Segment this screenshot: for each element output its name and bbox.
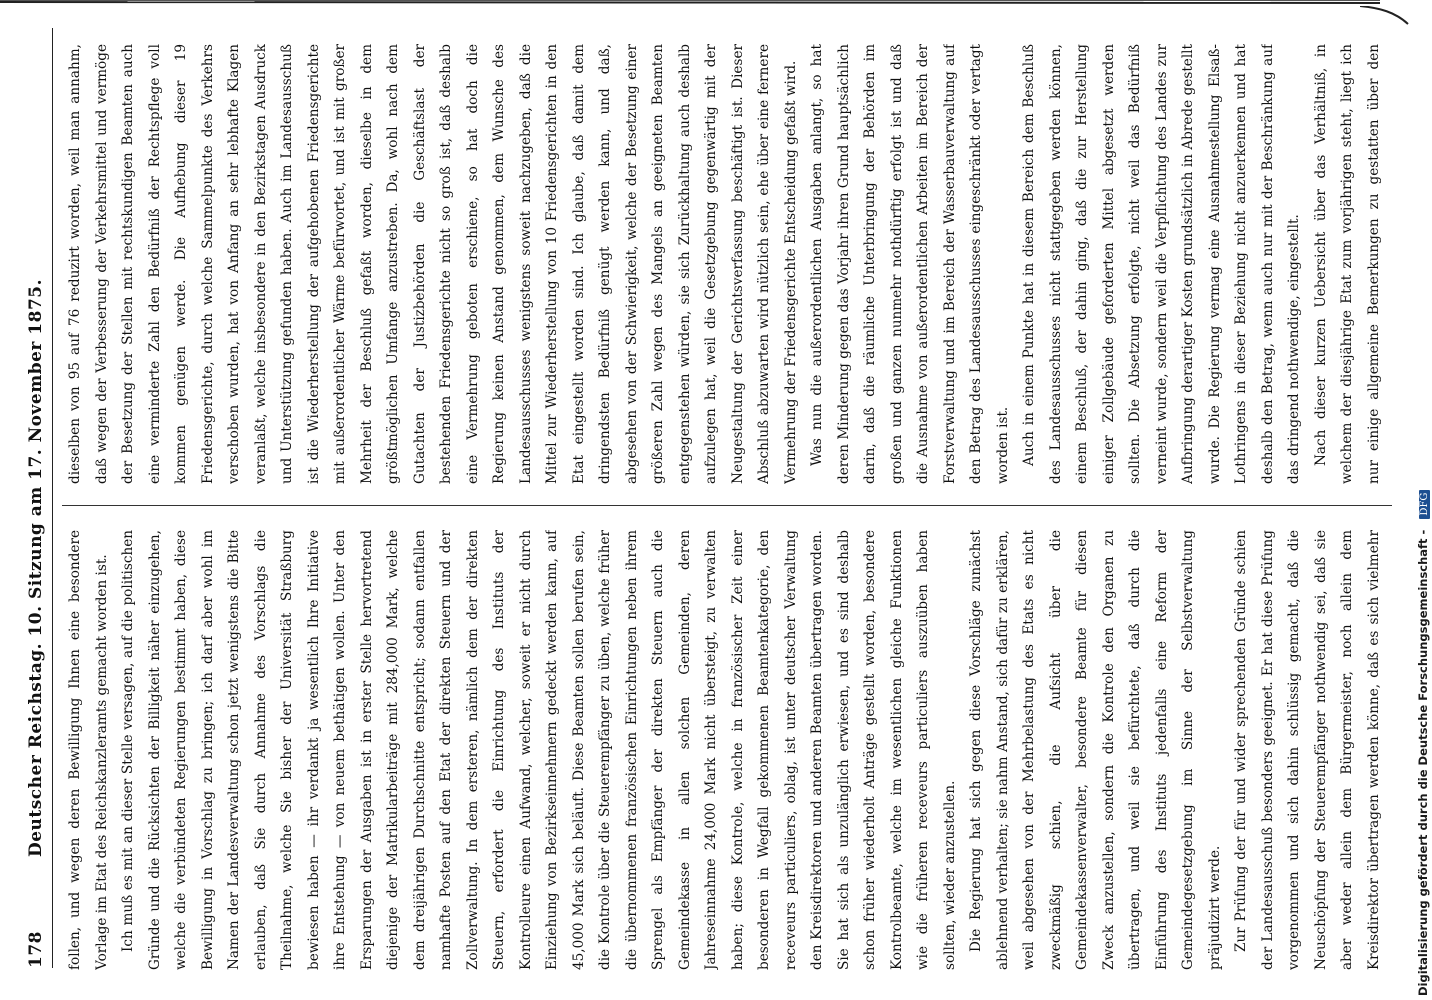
dfg-logo: DFG	[1419, 490, 1430, 519]
digitization-credit	[1412, 6, 1430, 996]
text-column-left	[62, 530, 1392, 970]
credit-text: Digitalisierung gefördert durch die Deutsche Forschungsgemeinschaft -	[1416, 529, 1430, 996]
paragraph: Die Regierung hat sich gegen diese Vorschläge zunächst ablehnend verhalten; sie nahm Anstand, sich dafür zu erklären, weil abgesehen von der Mehrbelastung des Etats es nicht zweckmäßig schien, die Aufsicht über die Gemeindekassenverwalter, besondere Beamte für diesen Zweck anzustellen, sondern die Kontrole den Organen zu übertragen, und weil sie befürchtete, daß durch die Einführung des Instituts jedenfalls eine Reform der Gemeindegesetzgebung im Sinne der Selbstverwaltung präjudizirt werde.	[968, 530, 1223, 970]
paragraph: Nach dieser kurzen Uebersicht über das Verhältniß, in welchem der diesjährige Etat zum vorjährigen steht, liegt ich nur einige allgemeine Bemerkungen zu gestatten über den	[1312, 44, 1382, 484]
text-column-right	[62, 44, 1392, 484]
page-number: 178	[26, 931, 46, 968]
column-separator	[62, 505, 1392, 506]
paragraph: dieselben von 95 auf 76 reduzirt worden, weil man annahm, daß wegen der Verbesserung der Verkehrsmittel und vermöge der Besetzung der Stellen mit rechtskundigen Beamten auch eine verminderte Zahl den Bedürfniß der Rechtspflege voll kommen genügen werde. Die Aufhebung dieser 19 Friedensgerichte, durch welche Sammelpunkte des Verkehrs verschoben wurden, hat von Anfang an sehr lebhafte Klagen veranlaßt, welche insbesondere in den Bezirkstagen Ausdruck und Unterstützung gefunden haben. Auch im Landesausschuß ist die Wiederherstellung der aufgehobenen Friedensgerichte mit außerordentlicher Wärme befürwortet, und ist mit großer Mehrheit der Beschluß gefaßt worden, dieselbe in dem größtmöglichen Umfange anzustreben. Da, wohl nach dem Gutachten der Justizbehörden die Geschäftslast der bestehenden Friedensgerichte nicht so groß ist, daß deshalb eine Vermehrung geboten erschiene, so hat doch die Regierung keinen Anstand genommen, dem Wunsche des Landesausschusses wenigstens soweit nachzugeben, daß die Mittel zur Wiederherstellung von 10 Friedensgerichten in den Etat eingestellt worden sind. Ich glaube, daß damit dem dringendsten Bedürfniß genügt werden kann, und daß, abgesehen von der Schwierigkeit, welche der Besetzung einer größeren Zahl wegen des Mangels an geeigneten Beamten entgegenstehen würden, sie sich Zurückhaltung auch deshalb aufzulegen hat, weil die Gesetzgebung gegenwärtig mit der Neugestaltung der Gerichtsverfassung beschäftigt ist. Dieser Abschluß abzuwarten wird nützlich sein, ehe über eine fernere Vermehrung der Friedensgerichte Entscheidung gefaßt wird.	[67, 44, 799, 484]
paragraph: Was nun die außerordentlichen Ausgaben anlangt, so hat deren Minderung gegen das Vorjahr ihren Grund hauptsächlich darin, daß die räumliche Unterbringung der Behörden im großen und ganzen nunmehr nothdürftig erfolgt ist und daß die Ausnahme von außerordentlichen Arbeiten im Bereich der Forstverwaltung und im Bereich der Wasserbauverwaltung auf den Betrag des Landesausschusses eingeschränkt oder vertagt worden ist.	[809, 44, 1011, 484]
paragraph: Zur Prüfung der für und wider sprechenden Gründe schien der Landesausschuß besonders geeignet. Er hat diese Prüfung vorgenommen und sich dahin schlüssig gemacht, daß die Neuschöpfung der Steuerempfänger nothwendig sei, daß sie aber weder allein dem Bürgermeister, noch allein dem Kreisdirektor übertragen werden könne, daß es sich vielmehr	[1233, 530, 1382, 970]
page-edge	[0, 0, 1380, 18]
header-rule	[52, 28, 53, 968]
paragraph: follen, und wegen deren Bewilligung Ihnen eine besondere Vorlage im Etat des Reichskanzleramts gemacht worden ist.	[67, 530, 110, 970]
paragraph: Auch in einem Punkte hat in diesem Bereich dem Beschluß des Landesausschusses nicht stattgegeben werden können, einem Beschluß, der dahin ging, daß die zur Herstellung einiger Zollgebäude geforderten Mittel abgesetzt werden sollten. Die Absetzung erfolgte, nicht weil das Bedürfniß verneint wurde, sondern weil die Verpflichtung des Landes zur Aufbringung derartiger Kosten grundsätzlich in Abrede gestellt wurde. Die Regierung vermag eine Ausnahmestellung Elsaß-Lothringens in dieser Beziehung nicht anzuerkennen und hat deshalb den Betrag, wenn auch nur mit der Beschränkung auf das dringend nothwendige, eingestellt.	[1021, 44, 1302, 484]
page-curl	[1360, 6, 1410, 26]
paragraph: Ich muß es mit an dieser Stelle versagen, auf die politischen Gründe und die Rücksichten der Billigkeit näher einzugehen, welche die verbündeten Regierungen bestimmt haben, diese Bewilligung in Vorschlag zu bringen; ich darf aber wohl im Namen der Landesverwaltung schon jetzt wenigstens die Bitte erlauben, daß Sie durch Annahme des Vorschlags die Theilnahme, welche Sie bisher der Universität Straßburg bewiesen haben — ihr verdankt ja wesentlich Ihre Initiative ihre Entstehung — von neuem bethätigen wollen. Unter den Ersparungen der Ausgaben ist in erster Stelle hervortretend diejenige der Matrikularbeiträge mit 284,000 Mark, welche dem dreijährigen Durchschnitte entspricht; sodann entfallen namhafte Posten auf den Etat der direkten Steuern und der Zollverwaltung. In dem ersteren, nämlich dem der direkten Steuern, erfordert die Einrichtung des Instituts der Kontrolleure einen Aufwand, welcher, soweit er nicht durch Einziehung von Bezirkseinnehmern gedeckt werden kann, auf 45,000 Mark sich beläuft. Diese Beamten sollen berufen sein, die Kontrole über die Steuerempfänger zu üben, welche früher die übernommenen französischen Einrichtungen neben ihrem Sprengel als Empfänger der direkten Steuern auch die Gemeindekasse in allen solchen Gemeinden, deren Jahreseinnahme 24,000 Mark nicht übersteigt, zu verwalten haben; diese Kontrole, welche in französischer Zeit einer besonderen in Wegfall gekommenen Beamtenkategorie, den receveurs particuliers, oblag, ist unter deutscher Verwaltung den Kreisdirektoren und anderen Beamten übertragen worden. Sie hat sich als unzulänglich erwiesen, und es sind deshalb schon früher wiederholt Anträge gestellt worden, besondere Kontrolbeamte, welche im wesentlichen gleiche Funktionen wie die früheren receveurs particuliers auszuüben haben sollten, wieder anzustellen.	[120, 530, 958, 970]
rotated-page-content	[18, 28, 1408, 978]
page-header	[18, 28, 54, 968]
page-title: Deutscher Reichstag. 10. Sitzung am 17. November 1875.	[26, 278, 46, 858]
